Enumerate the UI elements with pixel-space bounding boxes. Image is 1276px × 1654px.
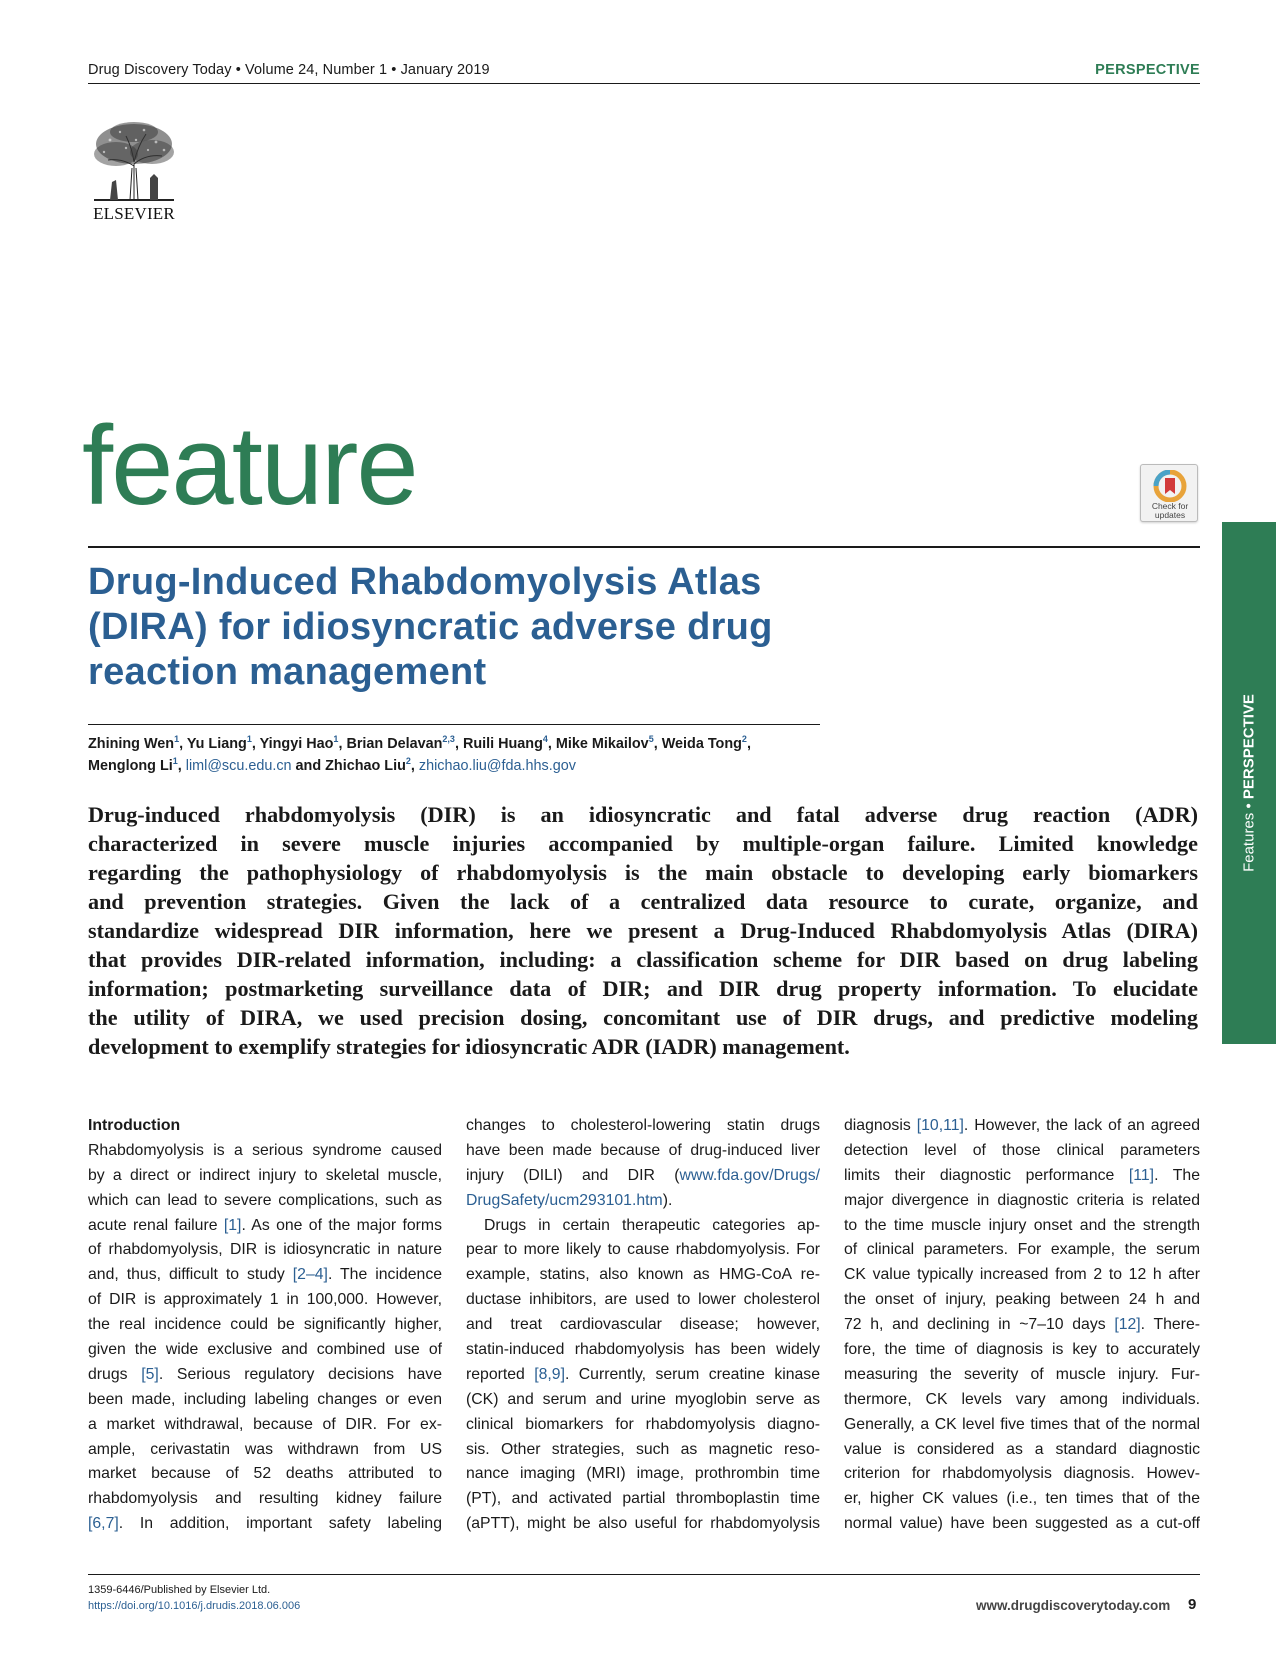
body-text: have been made because of drug-induced liver	[466, 1141, 820, 1159]
author-name: Zhichao Liu	[325, 758, 406, 774]
body-text: of DIR is approximately 1 in 100,000. However,	[88, 1291, 442, 1309]
body-text-line	[466, 1512, 820, 1537]
body-text-line	[88, 1164, 442, 1189]
reference-link[interactable]: www.fda.gov/Drugs/	[679, 1166, 820, 1184]
body-text: er, higher CK values (i.e., ten times that of the	[844, 1490, 1200, 1508]
body-text-line	[844, 1338, 1200, 1363]
body-text: normal value) have been suggested as a cut-off	[844, 1515, 1200, 1533]
body-text: changes to cholesterol-lowering statin drugs	[466, 1117, 820, 1134]
author-name: Brian Delavan	[346, 736, 443, 752]
reference-link[interactable]: [5]	[141, 1365, 159, 1383]
affiliation-mark: 5	[648, 734, 654, 744]
body-text: been made, including labeling changes or even	[88, 1390, 442, 1408]
body-text-line	[466, 1413, 820, 1438]
footer-divider	[88, 1574, 1200, 1575]
publisher-name: ELSEVIER	[93, 204, 175, 223]
publisher-logo	[86, 118, 182, 228]
body-text: (CK) and serum and urine myoglobin serve as	[466, 1390, 820, 1408]
body-text-line	[88, 1388, 442, 1413]
body-text: statin-induced rhabdomyolysis has been widely	[466, 1341, 820, 1359]
body-text: nance imaging (MRI) image, prothrombin time	[466, 1465, 820, 1483]
body-text-line	[88, 1487, 442, 1512]
body-text-line	[88, 1189, 442, 1214]
body-text-line	[466, 1263, 820, 1288]
affiliation-mark: 2	[405, 756, 411, 766]
author-list: Zhining Wen$^1$, Yu Liang$^1$, Yingyi Hao$^1$, Brian Delavan$^{2,3}$, Ruili Huang$^4$, Mike Mikailov$^5$, Weida Tong$^2$, Menglong Li$^1$, liml@scu.edu.cn and Zhichao Liu$^2$, zhichao.liu@fda.hhs.gov	[88, 734, 751, 774]
tree-logo-icon	[86, 118, 182, 202]
affiliation-mark: 1	[246, 734, 252, 744]
body-text: diagnosis	[844, 1117, 917, 1134]
body-text: acute renal failure	[88, 1216, 224, 1234]
abstract-line: information; postmarketing surveillance data of DIR; and DIR drug property information. To elucidate	[88, 976, 1198, 1001]
section-heading: Introduction	[88, 1117, 181, 1134]
body-text-line	[466, 1114, 820, 1139]
reference-link[interactable]: DrugSafety/ucm293101.htm	[466, 1191, 663, 1209]
abstract-line: standardize widespread DIR information, here we present a Drug-Induced Rhabdomyolysis Atlas (DIRA)	[88, 918, 1198, 943]
page-number: 9	[1188, 1596, 1197, 1613]
abstract-line: and prevention strategies. Given the lack of a centralized data resource to curate, organize, and	[88, 889, 1198, 914]
body-text-line	[466, 1313, 820, 1338]
body-text: ductase inhibitors, are used to lower cholesterol	[466, 1291, 820, 1309]
body-text-line	[88, 1238, 442, 1263]
body-text: . There-	[1140, 1316, 1200, 1334]
side-tab-perspective: PERSPECTIVE	[1240, 694, 1258, 800]
title-line: reaction management	[88, 651, 487, 693]
reference-link[interactable]: [1]	[223, 1216, 242, 1234]
reference-link[interactable]: [12]	[1114, 1316, 1141, 1334]
reference-link[interactable]: [8,9]	[534, 1365, 565, 1383]
body-text-line	[844, 1363, 1200, 1388]
body-text: of rhabdomyolysis, DIR is idiosyncratic in nature	[88, 1241, 442, 1259]
affiliation-mark: 2	[741, 734, 747, 744]
body-text: Rhabdomyolysis is a serious syndrome caused	[88, 1141, 442, 1159]
body-text: given the wide exclusive and combined use of	[88, 1341, 442, 1359]
body-text: Drugs in certain therapeutic categories ap-	[484, 1216, 820, 1234]
body-text: injury (DILI) and DIR (	[466, 1166, 680, 1184]
body-text: the real incidence could be significantly higher,	[88, 1316, 442, 1334]
body-text-line	[844, 1462, 1200, 1487]
doi-link[interactable]: https://doi.org/10.1016/j.drudis.2018.06.006	[88, 1600, 301, 1612]
title-line: (DIRA) for idiosyncratic adverse drug	[88, 606, 773, 648]
body-text-line	[88, 1438, 442, 1463]
body-text: . Currently, serum creatine kinase	[564, 1365, 820, 1383]
body-text-line	[466, 1438, 820, 1463]
body-column-1	[88, 1114, 442, 1537]
author-name: Yingyi Hao	[259, 736, 334, 752]
email-link-liu[interactable]: zhichao.liu@fda.hhs.gov	[418, 758, 576, 774]
check-updates-line2: updates	[1154, 510, 1186, 520]
abstract-line: that provides DIR-related information, including: a classification scheme for DIR based on drug labeling	[88, 947, 1198, 972]
journal-citation-line: Drug Discovery Today • Volume 24, Number 1 • January 2019	[88, 62, 490, 78]
body-text-line	[88, 1214, 442, 1239]
body-text-line	[844, 1139, 1200, 1164]
author-name: Ruili Huang	[462, 736, 543, 752]
authors-divider	[88, 724, 820, 725]
body-text-line	[466, 1363, 820, 1388]
body-text-line	[466, 1338, 820, 1363]
body-text: and, thus, difficult to study	[88, 1266, 293, 1284]
reference-link[interactable]: [10,11]	[916, 1117, 964, 1134]
author-name: Menglong Li	[88, 758, 173, 774]
body-text-line	[88, 1512, 442, 1537]
affiliation-mark: 4	[542, 734, 548, 744]
affiliation-mark: 2,3	[442, 734, 455, 744]
issn-line: 1359-6446/Published by Elsevier Ltd.	[88, 1584, 271, 1596]
body-text-line	[466, 1388, 820, 1413]
section-side-tab	[1222, 522, 1276, 1044]
body-text: CK value typically increased from 2 to 12 h after	[844, 1266, 1200, 1284]
body-text: detection level of those clinical parameters	[844, 1141, 1200, 1159]
side-tab-separator: •	[1240, 799, 1258, 813]
body-text: limits their diagnostic performance	[844, 1166, 1129, 1184]
body-text: clinical biomarkers for rhabdomyolysis diagno-	[466, 1415, 820, 1433]
body-text-line	[466, 1288, 820, 1313]
body-text: 72 h, and declining in ~7–10 days	[844, 1316, 1115, 1334]
body-text-line	[88, 1288, 442, 1313]
email-link-li[interactable]: liml@scu.edu.cn	[185, 758, 292, 774]
body-text-line	[844, 1487, 1200, 1512]
side-tab-label	[1241, 694, 1258, 872]
check-for-updates-button[interactable]	[1140, 464, 1198, 522]
body-text-line	[466, 1462, 820, 1487]
abstract-line: development to exemplify strategies for idiosyncratic ADR (IADR) management.	[88, 1034, 850, 1059]
body-text-line	[88, 1462, 442, 1487]
body-text: sis. Other strategies, such as magnetic reso-	[466, 1440, 820, 1458]
check-updates-line1: Check for	[1151, 501, 1189, 511]
body-column-3	[844, 1114, 1200, 1537]
body-text: . The	[1154, 1166, 1200, 1184]
body-text: measuring the severity of muscle injury. Fur-	[844, 1365, 1200, 1383]
body-text: Generally, a CK level five times that of the normal	[844, 1415, 1200, 1433]
body-text-line	[844, 1313, 1200, 1338]
body-text: criterion for rhabdomyolysis diagnosis. Howev-	[844, 1465, 1200, 1483]
body-text: pear to more likely to cause rhabdomyolysis. For	[466, 1241, 820, 1259]
body-text: to the time muscle injury onset and the strength	[844, 1216, 1200, 1234]
body-text: . As one of the major forms	[241, 1216, 442, 1234]
body-text: rhabdomyolysis and resulting kidney failure	[88, 1490, 442, 1508]
body-text-line	[844, 1164, 1200, 1189]
reference-link[interactable]: [2–4]	[292, 1266, 328, 1284]
title-divider	[88, 546, 1200, 548]
body-text: and treat cardiovascular disease; however,	[466, 1316, 820, 1334]
body-text-line	[844, 1438, 1200, 1463]
body-text-line	[844, 1512, 1200, 1537]
body-text: value is considered as a standard diagnostic	[844, 1440, 1200, 1458]
body-text: . In addition, important safety labeling	[118, 1515, 442, 1533]
body-text: major divergence in diagnostic criteria is related	[844, 1191, 1200, 1209]
body-text-line	[88, 1363, 442, 1388]
body-text-line	[466, 1214, 820, 1239]
abstract-line: characterized in severe muscle injuries accompanied by multiple-organ failure. Limited knowledge	[88, 831, 1198, 856]
section-label: PERSPECTIVE	[1095, 62, 1200, 78]
body-text-line	[844, 1238, 1200, 1263]
author-name: Zhining Wen	[88, 736, 175, 752]
body-text-line	[88, 1139, 442, 1164]
body-text-line	[844, 1413, 1200, 1438]
body-text: ample, cerivastatin was withdrawn from US	[88, 1440, 442, 1458]
body-text-line	[844, 1114, 1200, 1139]
body-text-line	[88, 1338, 442, 1363]
affiliation-mark: 1	[174, 734, 180, 744]
body-text-line	[466, 1139, 820, 1164]
abstract-line: regarding the pathophysiology of rhabdomyolysis is the main obstacle to developing early biomarkers	[88, 860, 1198, 885]
body-text: (PT), and activated partial thromboplastin time	[466, 1490, 820, 1508]
body-text-line	[88, 1263, 442, 1288]
abstract-line: the utility of DIRA, we used precision dosing, concomitant use of DIR drugs, and predictive modeling	[88, 1005, 1198, 1030]
body-text: of clinical parameters. For example, the serum	[844, 1241, 1200, 1259]
body-text: drugs	[88, 1365, 142, 1383]
side-tab-features: Features	[1240, 812, 1258, 872]
body-text-line	[466, 1189, 820, 1214]
article-title	[88, 560, 848, 695]
abstract	[88, 800, 1198, 1061]
body-text-line	[844, 1263, 1200, 1288]
body-text-line	[466, 1238, 820, 1263]
author-name: Yu Liang	[186, 736, 247, 752]
body-text: by a direct or indirect injury to skeletal muscle,	[88, 1166, 442, 1184]
body-text: market because of 52 deaths attributed to	[88, 1465, 442, 1483]
title-line: Drug-Induced Rhabdomyolysis Atlas	[88, 561, 762, 603]
body-text-line	[844, 1388, 1200, 1413]
body-text-line	[466, 1164, 820, 1189]
body-text: the onset of injury, peaking between 24 h and	[844, 1291, 1200, 1309]
body-text: reported	[466, 1365, 535, 1383]
body-text: . However, the lack of an agreed	[963, 1117, 1200, 1134]
body-text: . The incidence	[327, 1266, 442, 1284]
body-text: ).	[662, 1191, 673, 1209]
body-column-2	[466, 1114, 820, 1537]
author-name: Weida Tong	[661, 736, 742, 752]
reference-link[interactable]: [6,7]	[88, 1515, 119, 1533]
running-header	[88, 62, 1200, 84]
body-text: thermore, CK levels vary among individuals.	[844, 1390, 1200, 1408]
affiliation-mark: 1	[172, 756, 178, 766]
check-updates-label	[1141, 502, 1199, 520]
body-text: (aPTT), might be also useful for rhabdomyolysis	[466, 1515, 820, 1533]
body-text-line	[844, 1288, 1200, 1313]
author-name: Mike Mikailov	[555, 736, 649, 752]
affiliation-mark: 1	[333, 734, 339, 744]
author-conjunction: and	[295, 758, 322, 774]
body-text-line	[88, 1313, 442, 1338]
body-text: a market withdrawal, because of DIR. For ex-	[88, 1415, 442, 1433]
body-text-line	[844, 1189, 1200, 1214]
body-text: fore, the time of diagnosis is key to accurately	[844, 1341, 1200, 1359]
body-text-line	[88, 1413, 442, 1438]
body-text-line	[844, 1214, 1200, 1239]
abstract-line: Drug-induced rhabdomyolysis (DIR) is an idiosyncratic and fatal adverse drug reaction (ADR)	[88, 802, 1198, 827]
body-text: which can lead to severe complications, such as	[88, 1191, 442, 1209]
check-updates-icon	[1153, 470, 1187, 502]
journal-website-link[interactable]: www.drugdiscoverytoday.com	[976, 1598, 1171, 1613]
feature-heading: feature	[82, 403, 417, 528]
body-text: example, statins, also known as HMG-CoA re-	[466, 1266, 820, 1284]
body-text-line	[466, 1487, 820, 1512]
reference-link[interactable]: [11]	[1128, 1166, 1155, 1184]
body-text: . Serious regulatory decisions have	[158, 1365, 442, 1383]
